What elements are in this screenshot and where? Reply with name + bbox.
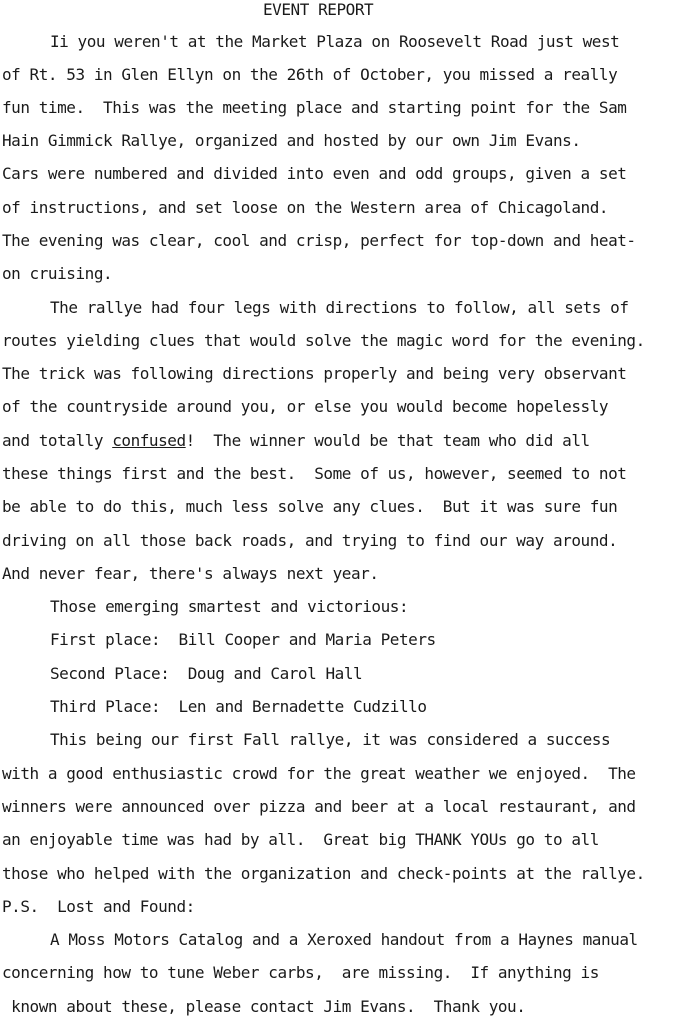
third-place: Third Place: Len and Bernadette Cudzillo [50,697,427,716]
paragraph1-line: The evening was clear, cool and crisp, perfect for top-down and heat- [2,231,636,250]
paragraph1-line: Hain Gimmick Rallye, organized and hosted by our own Jim Evans. [2,131,581,150]
paragraph1-line: on cruising. [2,264,113,283]
paragraph1-line: Ii you weren't at the Market Plaza on Roosevelt Road just west [50,32,620,51]
paragraph2-line: these things first and the best. Some of us, however, seemed to not [2,464,627,483]
paragraph2-line: be able to do this, much less solve any clues. But it was sure fun [2,497,618,516]
winners-intro: Those emerging smartest and victorious: [50,597,409,616]
confused-suffix: ! The winner would be that team who did all [185,431,590,450]
confused-word-underlined: confused [112,431,186,450]
paragraph2-line: The trick was following directions properly and being very observant [2,364,627,383]
postscript-line: known about these, please contact Jim Evans. Thank you. [2,997,526,1016]
paragraph1-line: of Rt. 53 in Glen Ellyn on the 26th of October, you missed a really [2,65,618,84]
paragraph2-line: driving on all those back roads, and trying to find our way around. [2,531,618,550]
paragraph2-line: And never fear, there's always next year. [2,564,379,583]
postscript-line: concerning how to tune Weber carbs, are missing. If anything is [2,963,599,982]
paragraph1-line: fun time. This was the meeting place and starting point for the Sam [2,98,627,117]
postscript-line: A Moss Motors Catalog and a Xeroxed handout from a Haynes manual [50,930,638,949]
postscript-heading: P.S. Lost and Found: [2,897,195,916]
paragraph2-line: The rallye had four legs with directions to follow, all sets of [50,298,629,317]
report-title: EVENT REPORT [263,0,374,19]
paragraph2-line [2,429,590,453]
paragraph3-line: those who helped with the organization and check-points at the rallye. [2,864,645,883]
second-place: Second Place: Doug and Carol Hall [50,664,363,683]
confused-prefix: and totally [2,431,113,450]
paragraph2-line: of the countryside around you, or else you would become hopelessly [2,397,609,416]
paragraph1-line: Cars were numbered and divided into even and odd groups, given a set [2,164,627,183]
paragraph2-line: routes yielding clues that would solve the magic word for the evening. [2,331,645,350]
paragraph3-line: with a good enthusiastic crowd for the great weather we enjoyed. The [2,764,636,783]
paragraph3-line: This being our first Fall rallye, it was considered a success [50,730,611,749]
paragraph1-line: of instructions, and set loose on the Western area of Chicagoland. [2,198,609,217]
paragraph3-line: an enjoyable time was had by all. Great big THANK YOUs go to all [2,830,599,849]
paragraph3-line: winners were announced over pizza and beer at a local restaurant, and [2,797,636,816]
first-place: First place: Bill Cooper and Maria Peters [50,630,436,649]
